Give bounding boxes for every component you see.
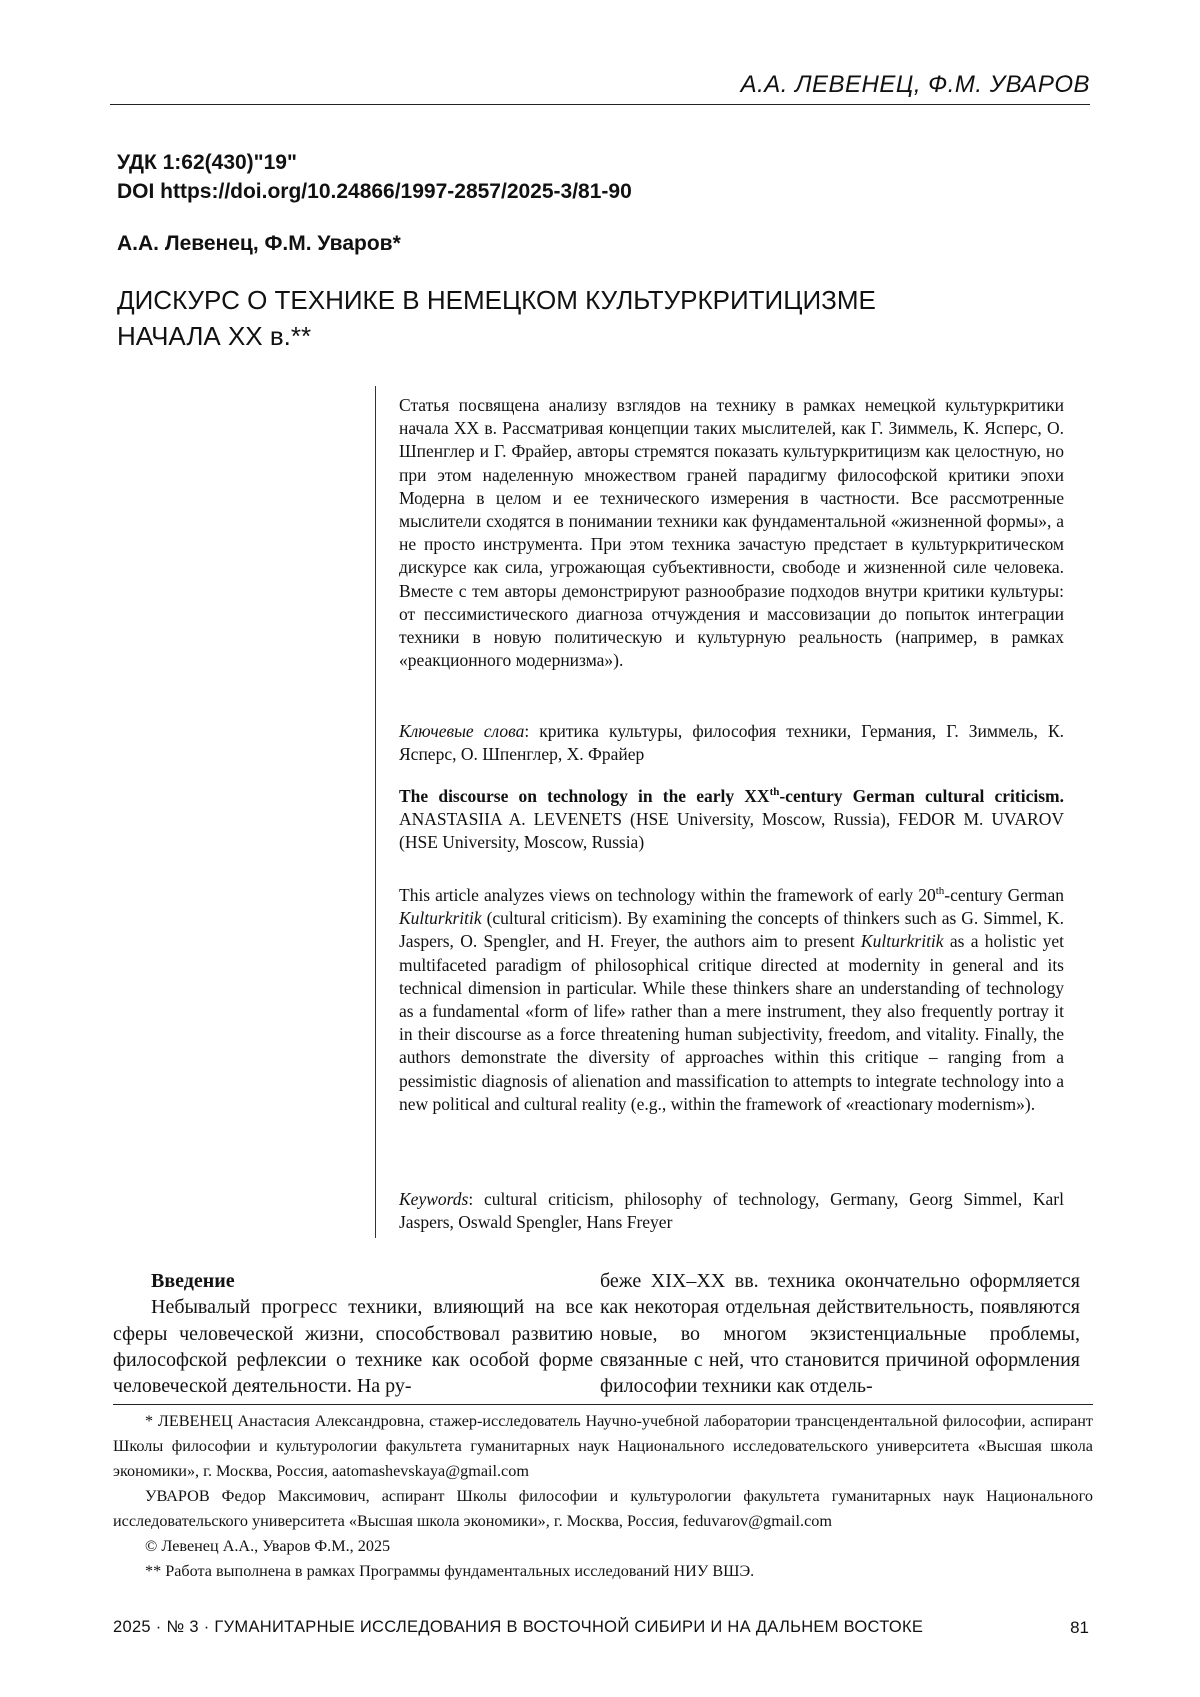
abstract-block	[375, 386, 1064, 1238]
english-title-sup: th	[769, 786, 780, 799]
en-abstract-part-1: This article analyzes views on technology within the framework of early 20	[399, 885, 936, 905]
article-title	[117, 282, 917, 354]
footnote-funding: ** Работа выполнена в рамках Программы фундаментальных исследований НИУ ВШЭ.	[145, 1562, 755, 1580]
footnote-author-1: * ЛЕВЕНЕЦ Анастасия Александровна, стажер-исследователь Научно-учебной лаборатории трансцендентальной философии, аспирант Школы философии и культурологии факультета гуманитарных наук Национального исследовательского университета «Высшая школа экономики», г. Москва, Россия, aatomashevskaya@gmail.com	[113, 1412, 1093, 1480]
udc-code: УДК 1:62(430)"19"	[117, 151, 297, 174]
body-column-right	[600, 1268, 1080, 1399]
english-title-part-a: The discourse on technology in the early XX	[399, 786, 770, 806]
running-head: А.А. ЛЕВЕНЕЦ, Ф.М. УВАРОВ	[110, 70, 1090, 105]
english-keywords-list: : cultural criticism, philosophy of technology, Germany, Georg Simmel, Karl Jaspers, Oswald Spengler, Hans Freyer	[399, 1189, 1064, 1233]
article-authors: А.А. Левенец, Ф.М. Уваров*	[117, 232, 401, 255]
body-column-left	[113, 1268, 593, 1399]
english-authors: ANASTASIIA A. LEVENETS (HSE University, Moscow, Russia), FEDOR M. UVAROV (HSE University, Moscow, Russia)	[399, 809, 1064, 853]
page-number: 81	[1070, 1618, 1089, 1637]
udc-doi-block	[117, 148, 632, 206]
en-abstract-part-2: -century German	[944, 885, 1064, 905]
russian-keywords-label: Ключевые слова	[399, 721, 525, 741]
english-keywords	[399, 1188, 1064, 1234]
en-abstract-term-1: Kulturkritik	[399, 908, 482, 929]
english-title	[399, 786, 1064, 806]
russian-keywords	[399, 720, 1064, 766]
title-line-1: ДИСКУРС О ТЕХНИКЕ В НЕМЕЦКОМ КУЛЬТУРКРИТИЦИЗМЕ	[117, 285, 876, 315]
footnote-copyright: © Левенец А.А., Уваров Ф.М., 2025	[145, 1537, 391, 1555]
russian-keywords-list: : критика культуры, философия техники, Германия, Г. Зиммель, К. Ясперс, О. Шпенглер, Х. Фрайер	[399, 721, 1065, 765]
doi-link[interactable]: DOI https://doi.org/10.24866/1997-2857/2025-3/81-90	[117, 180, 632, 203]
title-line-2: НАЧАЛА XX в.**	[117, 321, 312, 351]
footnote-author-2: УВАРОВ Федор Максимович, аспирант Школы философии и культурологии факультета гуманитарных наук Национального исследовательского университета «Высшая школа экономики», г. Москва, Россия, feduvarov@gmail.com	[113, 1487, 1093, 1530]
section-heading-introduction: Введение	[151, 1270, 235, 1292]
english-title-part-b: -century German cultural criticism.	[779, 786, 1064, 806]
footer-journal-title: 2025 · № 3 · ГУМАНИТАРНЫЕ ИССЛЕДОВАНИЯ В ВОСТОЧНОЙ СИБИРИ И НА ДАЛЬНЕМ ВОСТОКЕ	[113, 1618, 924, 1636]
english-keywords-label: Keywords	[399, 1189, 469, 1209]
intro-paragraph: Небывалый прогресс техники, влияющий на все сферы человеческой жизни, способствовал развитию философской рефлексии о технике как особой форме человеческой деятельности. На ру-	[113, 1296, 593, 1398]
en-abstract-sup: th	[935, 885, 945, 898]
english-abstract	[399, 884, 1064, 1116]
footnotes	[113, 1404, 1093, 1584]
en-abstract-term-2: Kulturkritik	[860, 931, 944, 952]
en-abstract-part-4: as a holistic yet multifaceted paradigm of philosophical critique directed at modernity in general and its technical dimension in particular. While these thinkers share an understanding of technology as a fundamental «form of life» rather than a mere instrument, they also frequently portray it in their discourse as a force threatening human subjectivity, freedom, and vitality. Finally, the authors demonstrate the diversity of approaches within this critique – ranging from a pessimistic diagnosis of alienation and massification to attempts to integrate technology into a new political and cultural reality (e.g., within the framework of «reactionary modernism»).	[399, 931, 1064, 1114]
english-title-block	[399, 785, 1064, 855]
russian-abstract: Статья посвящена анализу взглядов на технику в рамках немецкой культуркритики начала XX в. Рассматривая концепции таких мыслителей, как Г. Зиммель, К. Ясперс, О. Шпенглер и Г. Фрайер, авторы стремятся показать культуркритицизм как целостную, но при этом наделенную множеством граней парадигму философской критики эпохи Модерна в целом и ее технического измерения в частности. Все рассмотренные мыслители сходятся в понимании техники как фундаментальной «жизненной формы», а не просто инструмента. При этом техника зачастую предстает в культуркритическом дискурсе как сила, угрожающая субъективности, свободе и жизненной силе человека. Вместе с тем авторы демонстрируют разнообразие подходов внутри критики культуры: от пессимистического диагноза отчуждения и массовизации до попыток интеграции техники в новую политическую и культурную реальность (например, в рамках «реакционного модернизма»).	[399, 395, 1064, 671]
intro-paragraph-continued: беже XIX–XX вв. техника окончательно оформляется как некоторая отдельная действительность, появляются новые, во многом экзистенциальные проблемы, связанные с ней, что становится причиной оформления философии техники как отдель-	[600, 1270, 1080, 1398]
en-abstract-part-3: (cultural criticism). By examining the concepts of thinkers such as G. Simmel, K. Jaspers, O. Spengler, and H. Freyer, the authors aim to present	[399, 908, 1064, 952]
